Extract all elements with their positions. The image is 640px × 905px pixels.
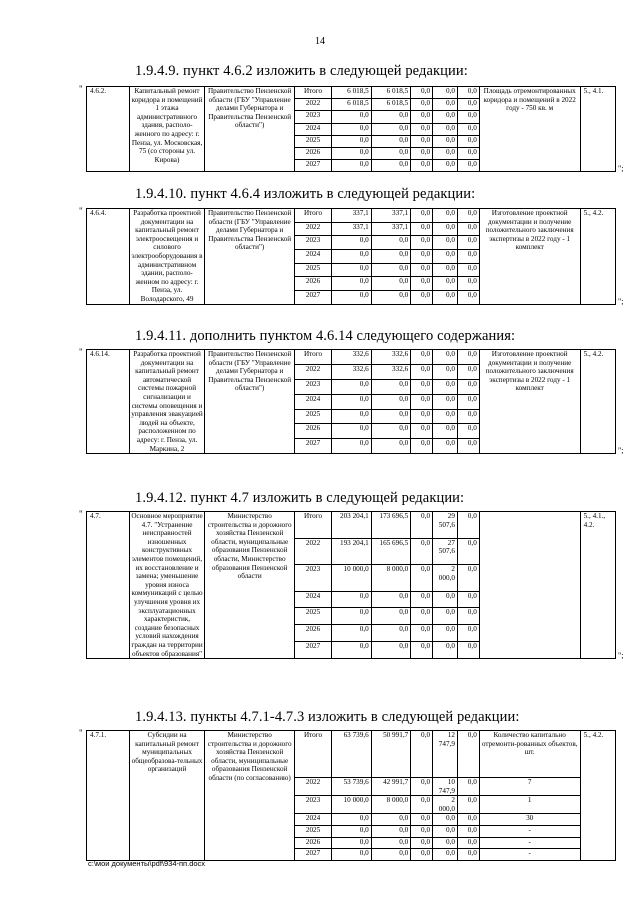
amount-cell: 0,0	[433, 642, 458, 659]
amount-cell: 0,0	[332, 263, 371, 277]
amount-cell: 0,0	[411, 236, 433, 250]
amount-cell: 0,0	[332, 290, 371, 304]
amount-cell: 0,0	[411, 837, 433, 849]
year-cell: 2025	[294, 409, 331, 424]
amount-cell: 0,0	[371, 591, 410, 608]
footer-path: c:\мои документы\pdf\934-пп.docx	[88, 859, 206, 868]
amount-cell: 332,6	[332, 350, 371, 365]
table-row	[87, 731, 616, 778]
amount-cell: 0,0	[457, 123, 479, 135]
amount-cell: 0,0	[433, 111, 458, 123]
year-cell: 2025	[294, 608, 331, 625]
amount-cell: 0,0	[433, 825, 458, 837]
table-row	[87, 512, 616, 539]
amount-cell: 0,0	[433, 135, 458, 147]
amount-cell: 0,0	[332, 394, 371, 409]
amount-cell: 0,0	[411, 731, 433, 778]
amount-cell: 0,0	[332, 147, 371, 159]
amount-cell: 0,0	[433, 236, 458, 250]
year-cell: 2027	[294, 642, 331, 659]
amount-cell: 0,0	[411, 135, 433, 147]
amount-cell: 0,0	[457, 350, 479, 365]
amount-cell: 332,6	[332, 364, 371, 379]
amount-cell: 0,0	[457, 814, 479, 826]
amount-cell: 0,0	[457, 731, 479, 778]
year-cell: 2027	[294, 439, 331, 454]
amount-cell: 0,0	[433, 99, 458, 111]
amount-cell: 0,0	[433, 160, 458, 172]
amount-cell: 0,0	[411, 364, 433, 379]
year-cell: 2022	[294, 538, 331, 565]
amount-cell: 0,0	[411, 608, 433, 625]
amount-cell: 0,0	[411, 263, 433, 277]
amount-cell: 0,0	[433, 409, 458, 424]
quote-open: "	[79, 728, 83, 738]
amount-cell: 0,0	[411, 160, 433, 172]
amount-cell: 0,0	[332, 591, 371, 608]
amount-cell: 0,0	[332, 814, 371, 826]
amount-cell: 0,0	[433, 439, 458, 454]
amount-cell: 10 747,9	[433, 778, 458, 796]
amount-cell: 0,0	[411, 424, 433, 439]
amount-cell: 0,0	[332, 849, 371, 861]
amount-cell: 12 747,9	[433, 731, 458, 778]
amount-cell: 0,0	[457, 87, 479, 99]
amount-cell: 0,0	[332, 608, 371, 625]
amount-cell: 0,0	[457, 111, 479, 123]
amount-cell: 0,0	[411, 290, 433, 304]
amount-cell: 0,0	[457, 796, 479, 814]
year-cell: 2025	[294, 135, 331, 147]
row-number: 4.6.14.	[87, 350, 130, 454]
year-cell: 2026	[294, 837, 331, 849]
measure-name: Субсидии на капитальный ремонт муниципальных общеобразова-тельных организаций	[129, 731, 205, 861]
amount-cell: 0,0	[457, 209, 479, 223]
amount-cell: 0,0	[332, 642, 371, 659]
amount-cell: 165 696,5	[371, 538, 410, 565]
amount-cell: 0,0	[411, 625, 433, 642]
year-cell: 2027	[294, 849, 331, 861]
amount-cell: 0,0	[332, 277, 371, 291]
indicator-cell: Площадь отремонтированных коридора и помещений в 2022 году - 750 кв. м	[479, 87, 580, 172]
table-row	[87, 350, 616, 365]
year-cell: Итого	[294, 87, 331, 99]
amount-cell: 0,0	[411, 565, 433, 592]
amount-cell: 0,0	[371, 642, 410, 659]
amount-cell: 0,0	[457, 394, 479, 409]
amount-cell: 0,0	[411, 591, 433, 608]
amount-cell: 0,0	[371, 135, 410, 147]
amount-cell: 0,0	[371, 111, 410, 123]
program-table	[86, 86, 616, 172]
amount-cell: 193 204,1	[332, 538, 371, 565]
section-heading: 1.9.4.11. дополнить пунктом 4.6.14 следующего содержания:	[135, 328, 516, 344]
amount-cell: 0,0	[457, 538, 479, 565]
amount-cell: 0,0	[433, 350, 458, 365]
amount-cell: 0,0	[371, 849, 410, 861]
amount-cell: 42 991,7	[371, 778, 410, 796]
amount-cell: 0,0	[457, 424, 479, 439]
amount-cell: 0,0	[433, 591, 458, 608]
year-cell: Итого	[294, 209, 331, 223]
amount-cell: 0,0	[457, 439, 479, 454]
amount-cell: 0,0	[371, 608, 410, 625]
year-cell: 2024	[294, 249, 331, 263]
amount-cell: 0,0	[371, 277, 410, 291]
amount-cell: 0,0	[457, 642, 479, 659]
executor: Правительство Пензенской области (ГБУ "Управление делами Губернатора и Правительства Пензенской области")	[205, 209, 294, 305]
amount-cell: 173 696,5	[371, 512, 410, 539]
year-cell: 2025	[294, 263, 331, 277]
amount-cell: 337,1	[332, 209, 371, 223]
amount-cell: 0,0	[332, 379, 371, 394]
amount-cell: 0,0	[411, 409, 433, 424]
quote-close: ";	[618, 446, 624, 455]
indicator-cell: Изготовление проектной документации и получение положительного заключения экспертизы в 2022 году - 1 комплект	[479, 350, 580, 454]
amount-cell: 0,0	[433, 837, 458, 849]
year-cell: 2022	[294, 222, 331, 236]
measure-name: Разработка проектной документации на капитальный ремонт автоматической системы пожарной сигнализации и системы оповещения и управления эвакуацией людей на объекте, расположенном по адресу: г. Пенза, ул. Маркина, 2	[129, 350, 205, 454]
amount-cell: 0,0	[433, 222, 458, 236]
quote-close: ";	[618, 164, 624, 173]
amount-cell: 0,0	[433, 625, 458, 642]
amount-cell: 0,0	[332, 123, 371, 135]
year-cell: 2026	[294, 625, 331, 642]
year-cell: 2024	[294, 123, 331, 135]
amount-cell: 0,0	[371, 379, 410, 394]
year-cell: 2024	[294, 814, 331, 826]
amount-cell: 0,0	[411, 825, 433, 837]
year-cell: 2026	[294, 424, 331, 439]
amount-cell: 0,0	[332, 439, 371, 454]
amount-cell: 332,6	[371, 350, 410, 365]
program-table	[86, 730, 616, 861]
year-cell: 2022	[294, 364, 331, 379]
amount-cell: 0,0	[371, 814, 410, 826]
section-heading: 1.9.4.9. пункт 4.6.2 изложить в следующей редакции:	[135, 63, 468, 79]
amount-cell: 0,0	[433, 849, 458, 861]
amount-cell: 0,0	[433, 814, 458, 826]
executor: Министерство строительства и дорожного хозяйства Пензенской области, муниципальные образования Пензенской области (по согласованию)	[205, 731, 294, 861]
amount-cell: 0,0	[411, 277, 433, 291]
amount-cell: 0,0	[433, 608, 458, 625]
indicator-cell: -	[479, 825, 580, 837]
amount-cell: 0,0	[433, 249, 458, 263]
amount-cell: 0,0	[332, 236, 371, 250]
year-cell: 2023	[294, 565, 331, 592]
amount-cell: 0,0	[371, 394, 410, 409]
executor: Министерство строительства и дорожного хозяйства Пензенской области, муниципальные образования Пензенской области, Министерство образования Пензенской области	[205, 512, 294, 659]
amount-cell: 0,0	[457, 625, 479, 642]
year-cell: Итого	[294, 731, 331, 778]
amount-cell: 0,0	[457, 99, 479, 111]
program-table	[86, 349, 616, 454]
amount-cell: 0,0	[457, 277, 479, 291]
amount-cell: 6 018,5	[332, 87, 371, 99]
amount-cell: 0,0	[371, 625, 410, 642]
amount-cell: 6 018,5	[332, 99, 371, 111]
amount-cell: 27 507,6	[433, 538, 458, 565]
amount-cell: 0,0	[411, 439, 433, 454]
amount-cell: 0,0	[433, 290, 458, 304]
amount-cell: 10 000,0	[332, 565, 371, 592]
amount-cell: 0,0	[457, 837, 479, 849]
amount-cell: 0,0	[457, 778, 479, 796]
amount-cell: 0,0	[371, 263, 410, 277]
measure-name: Основное мероприятие 4.7. "Устранение неисправностей изношенных конструктивных элементов помещений, их восстановление и замена; уменьшение уровня износа коммуникаций с целью улучшения уровня их эксплуатационных характеристик, создание безопасных условий нахождения граждан на территории объектов образования"	[129, 512, 205, 659]
amount-cell: 29 507,6	[433, 512, 458, 539]
amount-cell: 0,0	[457, 364, 479, 379]
measure-name: Разработка проектной документации на капитальный ремонт электроосвещения и силового электрооборудования в административном здании, располо-женном по адресу: г. Пенза, ул. Володарского, 49	[129, 209, 205, 305]
executor: Правительство Пензенской области (ГБУ "Управление делами Губернатора и Правительства Пензенской области")	[205, 87, 294, 172]
indicator-cell: Количество капитально отремонти-рованных объектов, шт.	[479, 731, 580, 778]
row-number: 4.6.2.	[87, 87, 130, 172]
amount-cell: 0,0	[433, 263, 458, 277]
year-cell: 2026	[294, 147, 331, 159]
amount-cell: 0,0	[457, 290, 479, 304]
amount-cell: 0,0	[411, 222, 433, 236]
amount-cell: 0,0	[332, 111, 371, 123]
amount-cell: 0,0	[433, 87, 458, 99]
amount-cell: 0,0	[457, 236, 479, 250]
amount-cell: 0,0	[371, 409, 410, 424]
amount-cell: 0,0	[371, 424, 410, 439]
amount-cell: 0,0	[371, 825, 410, 837]
indicator-cell: Изготовление проектной документации и получение положительного заключения экспертизы в 2022 году - 1 комплект	[479, 209, 580, 305]
quote-close: ";	[618, 651, 624, 660]
quote-open: "	[79, 509, 83, 519]
amount-cell: 0,0	[457, 409, 479, 424]
amount-cell: 0,0	[411, 111, 433, 123]
measure-name: Капитальный ремонт коридора и помещений 1 этажа административного здания, располо-женного по адресу: г. Пенза, ул. Московская, 75 (со стороны ул. Кирова)	[129, 87, 205, 172]
amount-cell: 2 000,0	[433, 796, 458, 814]
amount-cell: 0,0	[433, 394, 458, 409]
amount-cell: 53 739,6	[332, 778, 371, 796]
reference-cell: 5., 4.1., 4.2.	[580, 512, 615, 659]
amount-cell: 0,0	[332, 160, 371, 172]
section-heading: 1.9.4.13. пункты 4.7.1-4.7.3 изложить в следующей редакции:	[135, 709, 520, 725]
amount-cell: 0,0	[457, 222, 479, 236]
amount-cell: 0,0	[433, 424, 458, 439]
year-cell: Итого	[294, 512, 331, 539]
amount-cell: 0,0	[332, 249, 371, 263]
amount-cell: 0,0	[411, 538, 433, 565]
year-cell: 2022	[294, 99, 331, 111]
amount-cell: 0,0	[411, 796, 433, 814]
year-cell: 2023	[294, 236, 331, 250]
amount-cell: 0,0	[457, 263, 479, 277]
amount-cell: 337,1	[332, 222, 371, 236]
amount-cell: 0,0	[457, 512, 479, 539]
amount-cell: 0,0	[411, 512, 433, 539]
quote-open: "	[79, 206, 83, 216]
reference-cell: 5., 4.2.	[580, 350, 615, 454]
amount-cell: 0,0	[433, 364, 458, 379]
executor: Правительство Пензенской области (ГБУ "Управление делами Губернатора и Правительства Пензенской области")	[205, 350, 294, 454]
year-cell: 2026	[294, 277, 331, 291]
section-heading: 1.9.4.10. пункт 4.6.4 изложить в следующей редакции:	[135, 186, 476, 202]
amount-cell: 0,0	[371, 249, 410, 263]
amount-cell: 0,0	[411, 379, 433, 394]
amount-cell: 0,0	[332, 837, 371, 849]
year-cell: Итого	[294, 350, 331, 365]
amount-cell: 8 000,0	[371, 796, 410, 814]
amount-cell: 0,0	[411, 87, 433, 99]
amount-cell: 0,0	[433, 379, 458, 394]
amount-cell: 0,0	[411, 394, 433, 409]
amount-cell: 0,0	[332, 825, 371, 837]
amount-cell: 0,0	[457, 608, 479, 625]
amount-cell: 0,0	[332, 625, 371, 642]
amount-cell: 332,6	[371, 364, 410, 379]
amount-cell: 0,0	[457, 379, 479, 394]
amount-cell: 0,0	[457, 565, 479, 592]
year-cell: 2023	[294, 379, 331, 394]
amount-cell: 0,0	[411, 249, 433, 263]
program-table	[86, 208, 616, 305]
table-row	[87, 87, 616, 99]
amount-cell: 0,0	[411, 642, 433, 659]
indicator-cell: 30	[479, 814, 580, 826]
amount-cell: 6 018,5	[371, 99, 410, 111]
amount-cell: 0,0	[433, 277, 458, 291]
amount-cell: 0,0	[332, 135, 371, 147]
amount-cell: 337,1	[371, 209, 410, 223]
amount-cell: 50 991,7	[371, 731, 410, 778]
row-number: 4.6.4.	[87, 209, 130, 305]
year-cell: 2024	[294, 394, 331, 409]
amount-cell: 8 000,0	[371, 565, 410, 592]
amount-cell: 0,0	[371, 147, 410, 159]
program-table	[86, 511, 616, 659]
indicator-cell: -	[479, 837, 580, 849]
amount-cell: 0,0	[457, 825, 479, 837]
amount-cell: 0,0	[457, 160, 479, 172]
amount-cell: 0,0	[411, 350, 433, 365]
year-cell: 2022	[294, 778, 331, 796]
amount-cell: 0,0	[433, 147, 458, 159]
amount-cell: 0,0	[371, 439, 410, 454]
amount-cell: 0,0	[411, 814, 433, 826]
page-number: 14	[315, 36, 325, 47]
amount-cell: 0,0	[332, 424, 371, 439]
amount-cell: 10 000,0	[332, 796, 371, 814]
amount-cell: 0,0	[371, 290, 410, 304]
section-heading: 1.9.4.12. пункт 4.7 изложить в следующей редакции:	[135, 490, 465, 506]
amount-cell: 0,0	[457, 249, 479, 263]
amount-cell: 63 739,6	[332, 731, 371, 778]
year-cell: 2027	[294, 160, 331, 172]
amount-cell: 203 204,1	[332, 512, 371, 539]
amount-cell: 0,0	[371, 837, 410, 849]
amount-cell: 0,0	[411, 99, 433, 111]
amount-cell: 0,0	[433, 209, 458, 223]
amount-cell: 0,0	[411, 778, 433, 796]
year-cell: 2027	[294, 290, 331, 304]
amount-cell: 0,0	[433, 123, 458, 135]
indicator-cell: -	[479, 849, 580, 861]
amount-cell: 0,0	[371, 160, 410, 172]
indicator-cell	[479, 512, 580, 659]
amount-cell: 6 018,5	[371, 87, 410, 99]
table-row	[87, 209, 616, 223]
amount-cell: 0,0	[457, 591, 479, 608]
amount-cell: 0,0	[371, 236, 410, 250]
row-number: 4.7.	[87, 512, 130, 659]
indicator-cell: 7	[479, 778, 580, 796]
amount-cell: 0,0	[332, 409, 371, 424]
reference-cell: 5., 4.1.	[580, 87, 615, 172]
reference-cell: 5., 4.2.	[580, 731, 615, 861]
amount-cell: 2 000,0	[433, 565, 458, 592]
amount-cell: 0,0	[457, 849, 479, 861]
year-cell: 2023	[294, 796, 331, 814]
amount-cell: 0,0	[411, 123, 433, 135]
amount-cell: 0,0	[457, 147, 479, 159]
amount-cell: 0,0	[457, 135, 479, 147]
year-cell: 2024	[294, 591, 331, 608]
amount-cell: 0,0	[411, 147, 433, 159]
quote-open: "	[79, 84, 83, 94]
year-cell: 2023	[294, 111, 331, 123]
indicator-cell: 1	[479, 796, 580, 814]
amount-cell: 0,0	[411, 209, 433, 223]
amount-cell: 0,0	[371, 123, 410, 135]
amount-cell: 0,0	[411, 849, 433, 861]
quote-open: "	[79, 347, 83, 357]
reference-cell: 5., 4.2.	[580, 209, 615, 305]
amount-cell: 337,1	[371, 222, 410, 236]
year-cell: 2025	[294, 825, 331, 837]
quote-close: ";	[618, 297, 624, 306]
row-number: 4.7.1.	[87, 731, 130, 861]
